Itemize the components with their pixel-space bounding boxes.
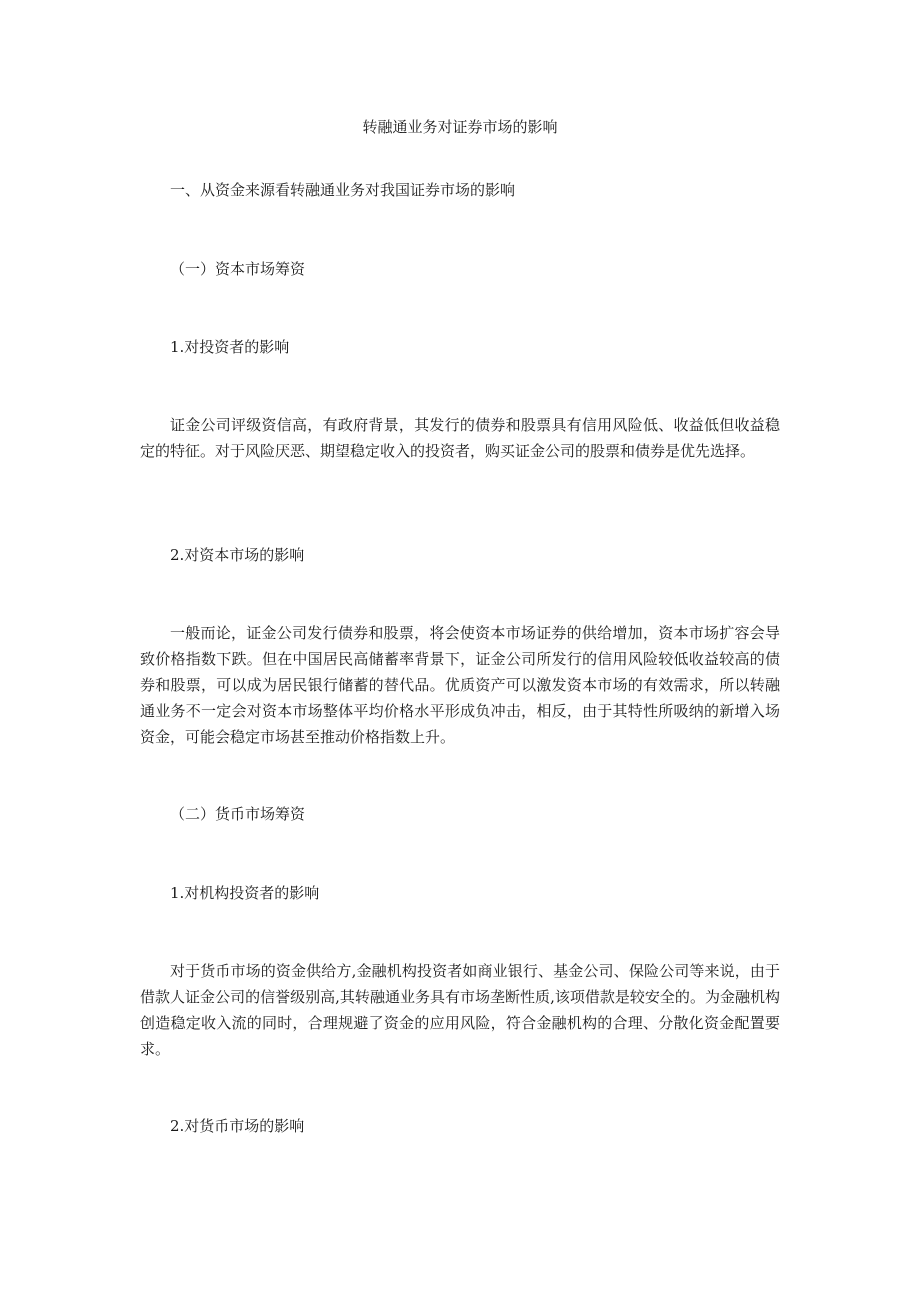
subsection-heading: （二）货币市场筹资	[170, 805, 306, 823]
paragraph: 对于货币市场的资金供给方,金融机构投资者如商业银行、基金公司、保险公司等来说，由于借款人证金公司的信誉级别高,其转融通业务具有市场垄断性质,该项借款是较安全的。为金融机构创造稳定收入流的同时，合理规避了资金的应用风险，符合金融机构的合理、分散化资金配置要求。	[140, 962, 780, 1058]
item-heading: 1.对机构投资者的影响	[170, 884, 320, 902]
item-heading: 1.对投资者的影响	[170, 338, 290, 356]
item-heading: 2.对货币市场的影响	[170, 1117, 305, 1135]
item-heading: 2.对资本市场的影响	[170, 546, 305, 564]
section-heading: 一、从资金来源看转融通业务对我国证券市场的影响	[170, 181, 516, 199]
document-title: 转融通业务对证券市场的影响	[362, 118, 558, 136]
paragraph: 证金公司评级资信高，有政府背景，其发行的债券和股票具有信用风险低、收益低但收益稳定的特征。对于风险厌恶、期望稳定收入的投资者，购买证金公司的股票和债券是优先选择。	[140, 416, 780, 460]
subsection-heading: （一）资本市场筹资	[170, 260, 306, 278]
paragraph: 一般而论，证金公司发行债券和股票，将会使资本市场证券的供给增加，资本市场扩容会导致价格指数下跌。但在中国居民高储蓄率背景下，证金公司所发行的信用风险较低收益较高的债券和股票，可以成为居民银行储蓄的替代品。优质资产可以激发资本市场的有效需求，所以转融通业务不一定会对资本市场整体平均价格水平形成负冲击，相反，由于其特性所吸纳的新增入场资金，可能会稳定市场甚至推动价格指数上升。	[140, 624, 780, 746]
